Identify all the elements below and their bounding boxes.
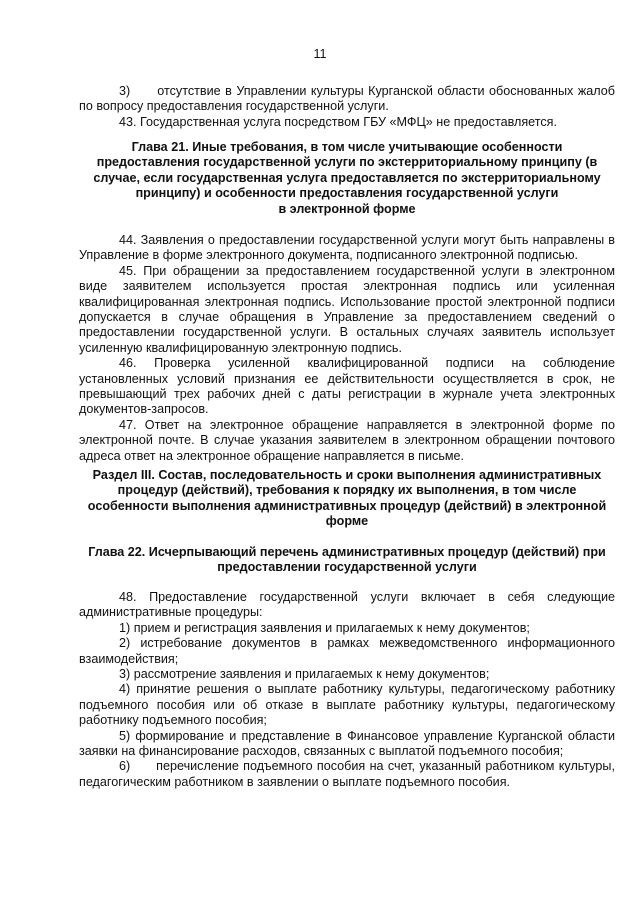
chapter-21-title-line: предоставления государственной услуги по экстерриториальному принципу (в	[96, 155, 598, 170]
chapter-21-heading	[79, 140, 615, 217]
list-item: 3) рассмотрение заявления и прилагаемых к нему документов;	[119, 667, 490, 682]
chapter-22-title-line: предоставлении государственной услуги	[217, 560, 477, 575]
paragraph-44: 44. Заявления о предоставлении государственной услуги могут быть направлены в Управление в форме электронного документа, подписанного электронной подписью.	[79, 233, 615, 263]
paragraph-47: 47. Ответ на электронное обращение направляется в электронной форме по электронной почте. В случае указания заявителем в электронном обращении почтового адреса ответ на электронное обращение направляется в письме.	[79, 417, 615, 463]
list-item: 6) перечисление подъемного пособия на счет, указанный работником культуры, педагогическим работником в заявлении о выплате подъемного пособия.	[79, 759, 615, 789]
list-item: 4) принятие решения о выплате работнику культуры, педагогическому работнику подъемного пособия или об отказе в выплате работнику культуры, педагогическому работнику подъемного пособия;	[79, 682, 615, 728]
paragraph-46: 46. Проверка усиленной квалифицированной подписи на соблюдение установленных условий признания ее действительности осуществляется в срок, не превышающий трех рабочих дней с даты регистрации в журнале учета электронных документов-запросов.	[79, 356, 615, 417]
chapter-21-title-line: Глава 21. Иные требования, в том числе учитывающие особенности	[131, 140, 563, 154]
paragraph-3: 3) отсутствие в Управлении культуры Курганской области обоснованных жалоб по вопросу предоставления государственной услуги.	[79, 84, 615, 114]
chapter-22-body	[79, 590, 615, 790]
paragraph-43: 43. Государственная услуга посредством ГБУ «МФЦ» не предоставляется.	[119, 114, 557, 129]
section-3-title-line: форме	[325, 514, 369, 529]
chapter-22-heading	[79, 545, 615, 576]
chapter-22-title-line: Глава 22. Исчерпывающий перечень административных процедур (действий) при	[88, 545, 606, 559]
list-item: 1) прием и регистрация заявления и прилагаемых к нему документов;	[119, 620, 530, 635]
section-3-heading	[79, 468, 615, 530]
chapter-21-title-line: в электронной форме	[278, 201, 416, 216]
paragraph-45: 45. При обращении за предоставлением государственной услуги в электронном виде заявителем используется простая электронная подпись или усиленная квалифицированная электронная подпись. Использование простой электронной подписи допускается в случае обращения в Управление за предоставлением сведений о предоставлении государственной услуги. В остальных случаях заявитель использует усиленную квалифицированную электронную подпись.	[79, 263, 615, 355]
top-paragraphs	[79, 84, 615, 130]
chapter-21-title-line: случае, если государственная услуга предоставляется по экстерриториальному	[93, 170, 601, 185]
section-3-title-line: процедур (действий), требования к порядку их выполнения, в том числе	[117, 483, 577, 498]
chapter-21-body	[79, 233, 615, 464]
section-3-title-line: Раздел III. Состав, последовательность и сроки выполнения административных	[92, 468, 602, 482]
list-item: 5) формирование и представление в Финансовое управление Курганской области заявки на финансирование расходов, связанных с выплатой подъемного пособия;	[79, 728, 615, 759]
page-number: 11	[313, 47, 327, 61]
section-3-title-line: особенности выполнения административных процедур (действий) в электронной	[87, 498, 607, 513]
list-item: 2) истребование документов в рамках межведомственного информационного взаимодействия;	[79, 636, 615, 666]
chapter-21-title-line: принципу) и особенности предоставления государственной услуги	[135, 186, 559, 201]
paragraph-48: 48. Предоставление государственной услуги включает в себя следующие административные процедуры:	[79, 590, 615, 620]
